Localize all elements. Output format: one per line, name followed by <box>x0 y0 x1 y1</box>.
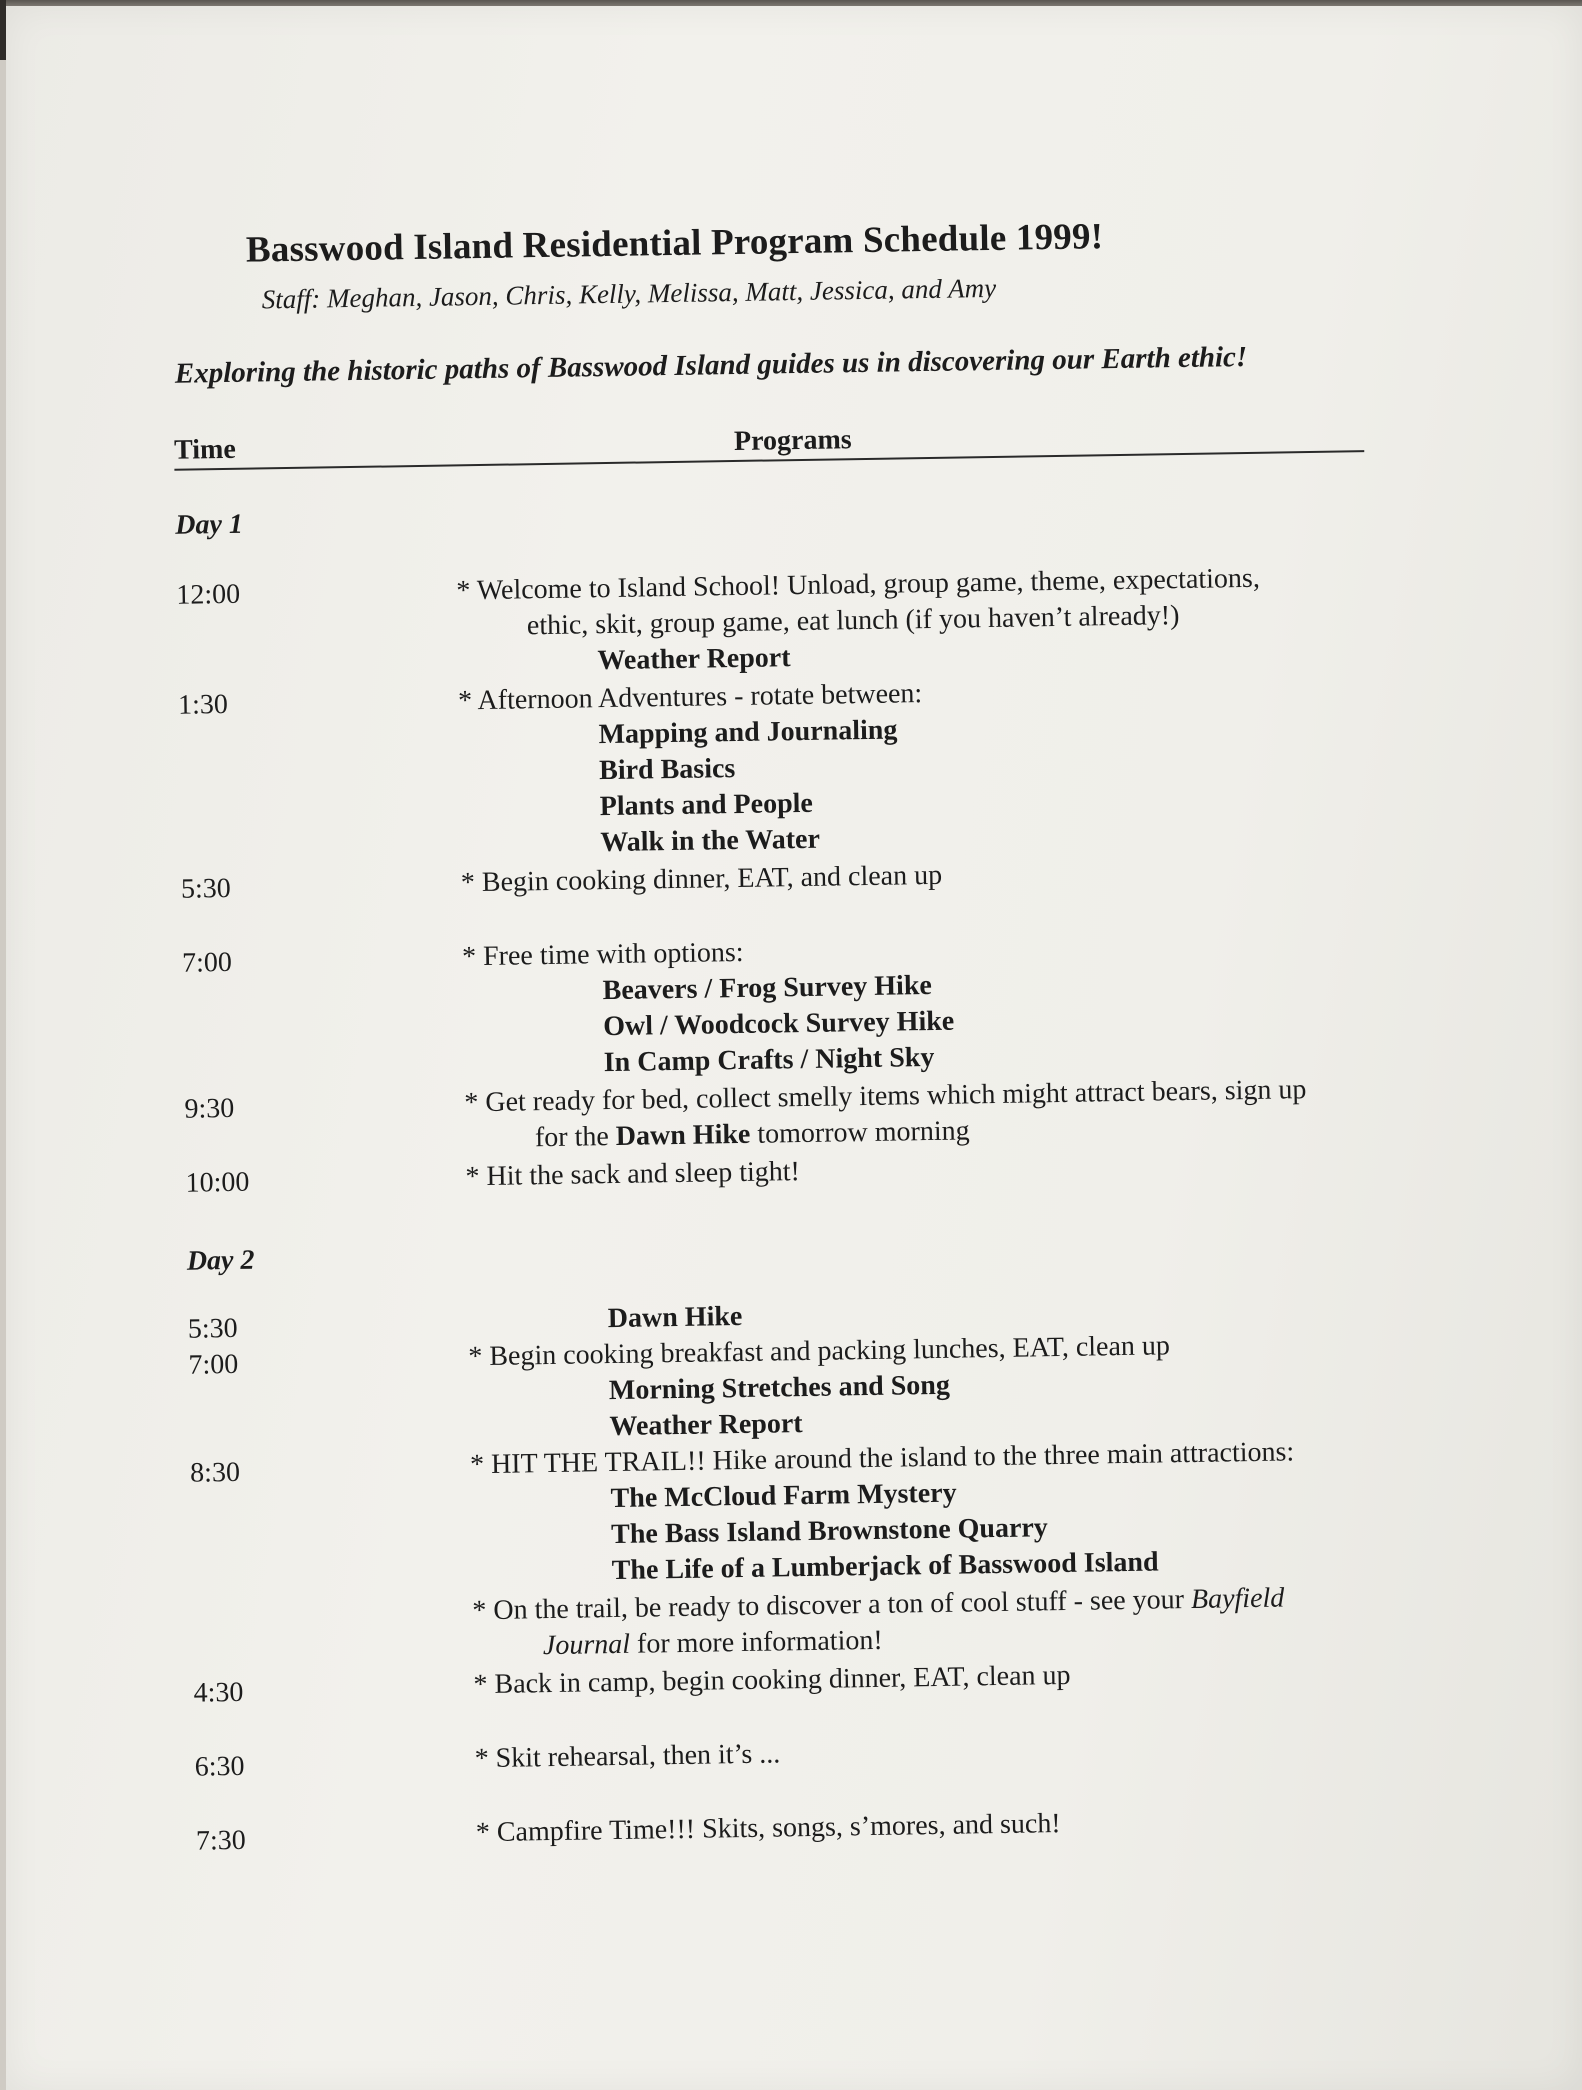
time-1000: 10:00 <box>185 1166 250 1199</box>
on-trail-line-2-b: for more information! <box>629 1624 883 1660</box>
document-title: Basswood Island Residential Program Schedule 1999! <box>245 216 1104 271</box>
time-700: 7:00 <box>181 946 233 979</box>
on-trail-line-1-a: * On the trail, be ready to discover a ton of cool stuff - see your <box>472 1583 1192 1627</box>
mapping-journaling: Mapping and Journaling <box>598 714 898 751</box>
journal-word: Journal <box>542 1628 631 1662</box>
time-930: 9:30 <box>184 1092 235 1125</box>
column-header-time: Time <box>173 433 237 466</box>
skit-rehearsal: * Skit rehearsal, then it’s ... <box>474 1738 781 1775</box>
welcome-line-1: * Welcome to Island School! Unload, group game, theme, expectations, <box>456 562 1261 607</box>
page-left-edge <box>0 0 6 60</box>
weather-report-day2: Weather Report <box>609 1408 803 1443</box>
back-in-camp: * Back in camp, begin cooking dinner, EAT, clean up <box>473 1659 1071 1701</box>
free-time: * Free time with options: <box>461 936 744 973</box>
time-1200: 12:00 <box>176 578 241 611</box>
hit-the-sack: * Hit the sack and sleep tight! <box>465 1156 801 1193</box>
camp-crafts-night-sky: In Camp Crafts / Night Sky <box>603 1041 935 1079</box>
motto-line: Exploring the historic paths of Basswood Island guides us in discovering our Earth ethic! <box>174 340 1248 390</box>
walk-in-water: Walk in the Water <box>600 823 821 859</box>
column-header-programs: Programs <box>733 424 852 458</box>
time-700-day2: 7:00 <box>188 1348 239 1381</box>
bayfield-word: Bayfield <box>1190 1582 1285 1615</box>
dawn-hike-mention: Dawn Hike <box>615 1118 751 1152</box>
afternoon-adventures: * Afternoon Adventures - rotate between: <box>457 678 923 717</box>
mccloud-farm: The McCloud Farm Mystery <box>610 1477 957 1515</box>
dinner-day1: * Begin cooking dinner, EAT, and clean up <box>460 859 943 899</box>
bed-line-2-a: for the <box>534 1120 617 1154</box>
day-1-label: Day 1 <box>175 508 244 541</box>
time-130: 1:30 <box>177 688 229 721</box>
bird-basics: Bird Basics <box>598 753 736 787</box>
breakfast: * Begin cooking breakfast and packing lunches, EAT, clean up <box>468 1330 1171 1373</box>
welcome-line-2: ethic, skit, group game, eat lunch (if you haven’t already!) <box>526 600 1180 642</box>
bed-line-2-c: tomorrow morning <box>750 1115 970 1150</box>
morning-stretches: Morning Stretches and Song <box>608 1369 951 1407</box>
plants-people: Plants and People <box>599 787 814 823</box>
time-430: 4:30 <box>193 1676 244 1709</box>
hit-the-trail: * HIT THE TRAIL!! Hike around the island to the three main attractions: <box>469 1436 1295 1481</box>
campfire-time: * Campfire Time!!! Skits, songs, s’mores, and such! <box>475 1808 1061 1849</box>
dawn-hike: Dawn Hike <box>607 1300 743 1335</box>
brownstone-quarry: The Bass Island Brownstone Quarry <box>610 1512 1049 1551</box>
time-630: 6:30 <box>194 1750 245 1783</box>
on-trail-line-2 <box>543 1625 883 1662</box>
staff-line: Staff: Meghan, Jason, Chris, Kelly, Melissa, Matt, Jessica, and Amy <box>261 272 997 315</box>
day-2-label: Day 2 <box>186 1244 255 1277</box>
time-830: 8:30 <box>189 1456 241 1489</box>
beavers-frog-hike: Beavers / Frog Survey Hike <box>602 969 933 1007</box>
time-730: 7:30 <box>195 1824 246 1857</box>
bed-line-1: * Get ready for bed, collect smelly items which might attract bears, sign up <box>464 1074 1307 1119</box>
lumberjack: The Life of a Lumberjack of Basswood Island <box>611 1546 1159 1587</box>
bed-line-2 <box>535 1115 970 1154</box>
owl-woodcock-hike: Owl / Woodcock Survey Hike <box>602 1005 955 1043</box>
time-530-day2: 5:30 <box>187 1312 238 1345</box>
weather-report-day1: Weather Report <box>597 642 791 677</box>
time-530: 5:30 <box>180 872 232 905</box>
